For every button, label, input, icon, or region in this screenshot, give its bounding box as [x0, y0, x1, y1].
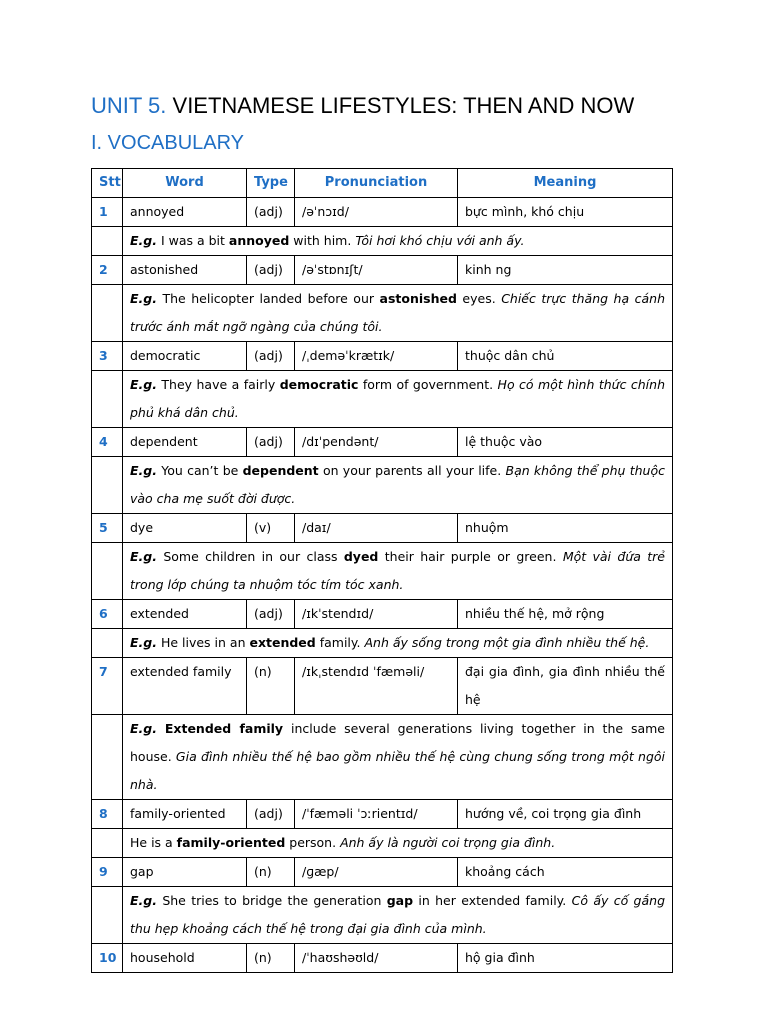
example-keyword: democratic [279, 377, 359, 392]
example-keyword: dyed [343, 549, 379, 564]
meaning-cell: lệ thuộc vào [458, 428, 673, 457]
example-sentence [123, 629, 673, 658]
type-cell: (adj) [247, 428, 295, 457]
example-row [92, 829, 673, 858]
pronunciation-cell: /ɡæp/ [295, 858, 458, 887]
pronunciation-cell: /ɪkˌstendɪd ˈfæməli/ [295, 658, 458, 715]
row-number: 9 [92, 858, 123, 887]
pronunciation-cell: /dɪˈpendənt/ [295, 428, 458, 457]
type-cell: (adj) [247, 600, 295, 629]
example-row [92, 457, 673, 514]
example-marker: E.g. [130, 635, 157, 650]
example-text-after: with him. [289, 233, 356, 248]
example-keyword: Extended family [164, 721, 284, 736]
example-marker: E.g. [130, 463, 157, 478]
unit-name: VIETNAMESE LIFESTYLES: THEN AND NOW [172, 93, 635, 118]
pronunciation-cell: /əˈnɔɪd/ [295, 198, 458, 227]
example-text-after: eyes. [456, 291, 502, 306]
example-marker: E.g. [130, 721, 157, 736]
example-text-after: family. [315, 635, 365, 650]
example-row [92, 227, 673, 256]
example-spacer [92, 371, 123, 428]
example-spacer [92, 715, 123, 800]
example-keyword: gap [386, 893, 414, 908]
example-keyword: dependent [242, 463, 319, 478]
word-cell: dye [123, 514, 247, 543]
word-cell: dependent [123, 428, 247, 457]
example-sentence [123, 887, 673, 944]
example-text-before [157, 721, 165, 736]
example-row [92, 371, 673, 428]
example-text-after: form of government. [358, 377, 498, 392]
example-sentence [123, 715, 673, 800]
meaning-cell: nhuộm [458, 514, 673, 543]
example-marker: E.g. [130, 291, 157, 306]
meaning-cell: hộ gia đình [458, 944, 673, 973]
column-header-pronunciation: Pronunciation [295, 169, 458, 198]
example-row [92, 629, 673, 658]
example-keyword: annoyed [228, 233, 290, 248]
example-translation: Gia đình nhiều thế hệ bao gồm nhiều thế hệ cùng chung sống trong một ngôi nhà. [130, 749, 665, 792]
table-row [92, 658, 673, 715]
example-spacer [92, 543, 123, 600]
word-cell: extended [123, 600, 247, 629]
word-cell: democratic [123, 342, 247, 371]
example-text-after: person. [285, 835, 341, 850]
example-text-after: include several generations living together in the same house. [130, 721, 665, 764]
example-translation: Họ có một hình thức chính phủ khá dân chủ. [130, 377, 665, 420]
example-translation: Một vài đứa trẻ trong lớp chúng ta nhuộm tóc tím tóc xanh. [130, 549, 665, 592]
page-title [91, 93, 634, 119]
section-title: I. VOCABULARY [91, 132, 245, 154]
example-translation: Chiếc trực thăng hạ cánh trước ánh mắt ngỡ ngàng của chúng tôi. [130, 291, 666, 334]
table-row [92, 198, 673, 227]
example-translation: Anh ấy sống trong một gia đình nhiều thế hệ. [364, 635, 650, 650]
table-row [92, 858, 673, 887]
row-number: 7 [92, 658, 123, 715]
word-cell: astonished [123, 256, 247, 285]
meaning-cell: đại gia đình, gia đình nhiều thế hệ [458, 658, 673, 715]
table-row [92, 428, 673, 457]
pronunciation-cell: /əˈstɒnɪʃt/ [295, 256, 458, 285]
example-text-after: on your parents all your life. [318, 463, 506, 478]
word-cell: extended family [123, 658, 247, 715]
meaning-cell: bực mình, khó chịu [458, 198, 673, 227]
table-row [92, 256, 673, 285]
table-row [92, 514, 673, 543]
example-sentence [123, 227, 673, 256]
example-spacer [92, 629, 123, 658]
example-sentence [123, 371, 673, 428]
row-number: 8 [92, 800, 123, 829]
row-number: 6 [92, 600, 123, 629]
type-cell: (adj) [247, 800, 295, 829]
example-spacer [92, 227, 123, 256]
meaning-cell: nhiều thế hệ, mở rộng [458, 600, 673, 629]
example-row [92, 543, 673, 600]
example-keyword: extended [249, 635, 316, 650]
example-text-after: in her extended family. [413, 893, 572, 908]
table-header-row [92, 169, 673, 198]
example-spacer [92, 457, 123, 514]
pronunciation-cell: /daɪ/ [295, 514, 458, 543]
type-cell: (n) [247, 858, 295, 887]
example-marker: E.g. [130, 233, 157, 248]
example-translation: Tôi hơi khó chịu với anh ấy. [355, 233, 525, 248]
example-sentence [123, 285, 673, 342]
row-number: 1 [92, 198, 123, 227]
example-sentence [123, 543, 673, 600]
type-cell: (adj) [247, 198, 295, 227]
example-keyword: astonished [379, 291, 457, 306]
word-cell: gap [123, 858, 247, 887]
type-cell: (adj) [247, 256, 295, 285]
row-number: 5 [92, 514, 123, 543]
example-translation: Anh ấy là người coi trọng gia đình. [340, 835, 556, 850]
example-text-before: Some children in our class [156, 549, 344, 564]
word-cell: annoyed [123, 198, 247, 227]
meaning-cell: khoảng cách [458, 858, 673, 887]
example-text-before: He lives in an [156, 635, 250, 650]
column-header-word: Word [123, 169, 247, 198]
example-translation: Bạn không thể phụ thuộc vào cha mẹ suốt đời được. [130, 463, 665, 506]
row-number: 3 [92, 342, 123, 371]
example-sentence [123, 829, 673, 858]
table-row [92, 600, 673, 629]
pronunciation-cell: /ˌdeməˈkrætɪk/ [295, 342, 458, 371]
column-header-type: Type [247, 169, 295, 198]
example-row [92, 285, 673, 342]
word-cell: household [123, 944, 247, 973]
type-cell: (n) [247, 944, 295, 973]
type-cell: (n) [247, 658, 295, 715]
example-text-before: She tries to bridge the generation [156, 893, 387, 908]
meaning-cell: hướng về, coi trọng gia đình [458, 800, 673, 829]
example-text-after: their hair purple or green. [378, 549, 563, 564]
example-text-before: I was a bit [156, 233, 229, 248]
example-marker: E.g. [130, 377, 157, 392]
pronunciation-cell: /ˈfæməli ˈɔːrientɪd/ [295, 800, 458, 829]
word-cell: family-oriented [123, 800, 247, 829]
pronunciation-cell: /ˈhaʊshəʊld/ [295, 944, 458, 973]
column-header-stt: Stt [92, 169, 123, 198]
vocabulary-table-body [92, 198, 673, 973]
example-text-before: The helicopter landed before our [156, 291, 380, 306]
example-row [92, 715, 673, 800]
column-header-meaning: Meaning [458, 169, 673, 198]
example-text-before: He is a [130, 835, 177, 850]
example-marker: E.g. [130, 893, 157, 908]
pronunciation-cell: /ɪkˈstendɪd/ [295, 600, 458, 629]
table-row [92, 800, 673, 829]
row-number: 2 [92, 256, 123, 285]
example-keyword: family-oriented [176, 835, 286, 850]
type-cell: (adj) [247, 342, 295, 371]
vocabulary-table [91, 168, 673, 973]
table-row [92, 342, 673, 371]
row-number: 4 [92, 428, 123, 457]
example-translation: Cô ấy cố gắng thu hẹp khoảng cách thế hệ trong đại gia đình của mình. [130, 893, 666, 936]
meaning-cell: thuộc dân chủ [458, 342, 673, 371]
row-number: 10 [92, 944, 123, 973]
example-text-before: You can’t be [156, 463, 243, 478]
example-text-before: They have a fairly [156, 377, 280, 392]
type-cell: (v) [247, 514, 295, 543]
table-row [92, 944, 673, 973]
example-marker: E.g. [130, 549, 157, 564]
example-sentence [123, 457, 673, 514]
meaning-cell: kinh ng [458, 256, 673, 285]
unit-label: UNIT 5. [91, 93, 167, 118]
example-spacer [92, 887, 123, 944]
example-spacer [92, 285, 123, 342]
example-spacer [92, 829, 123, 858]
example-row [92, 887, 673, 944]
